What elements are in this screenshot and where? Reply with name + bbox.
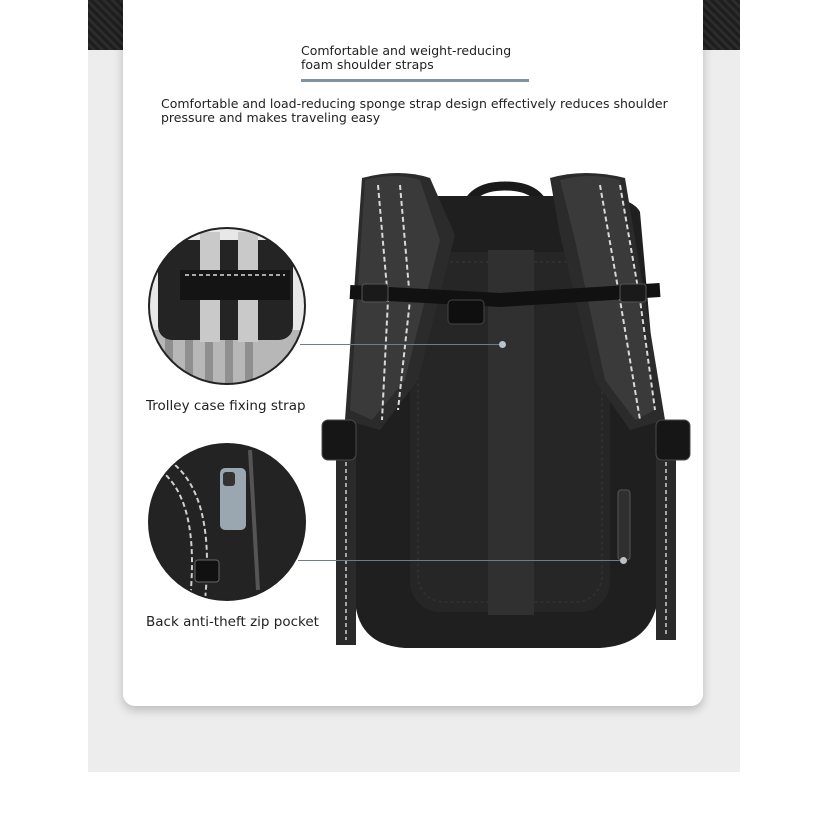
callout-dot-trolley [499,341,506,348]
trolley-strap-label: Trolley case fixing strap [146,398,306,414]
callout-line-zip-pocket [298,560,624,561]
feature-description-line1: Comfortable and load-reducing sponge strap design effectively reduces shoulder [161,96,668,111]
callout-line-trolley [300,344,502,345]
zip-pocket-label: Back anti-theft zip pocket [146,614,319,630]
feature-heading-line1: Comfortable and weight-reducing [301,43,512,58]
callout-dot-zip-pocket [620,557,627,564]
feature-description-line2: pressure and makes traveling easy [161,110,381,125]
feature-heading-line2: foam shoulder straps [301,57,434,72]
